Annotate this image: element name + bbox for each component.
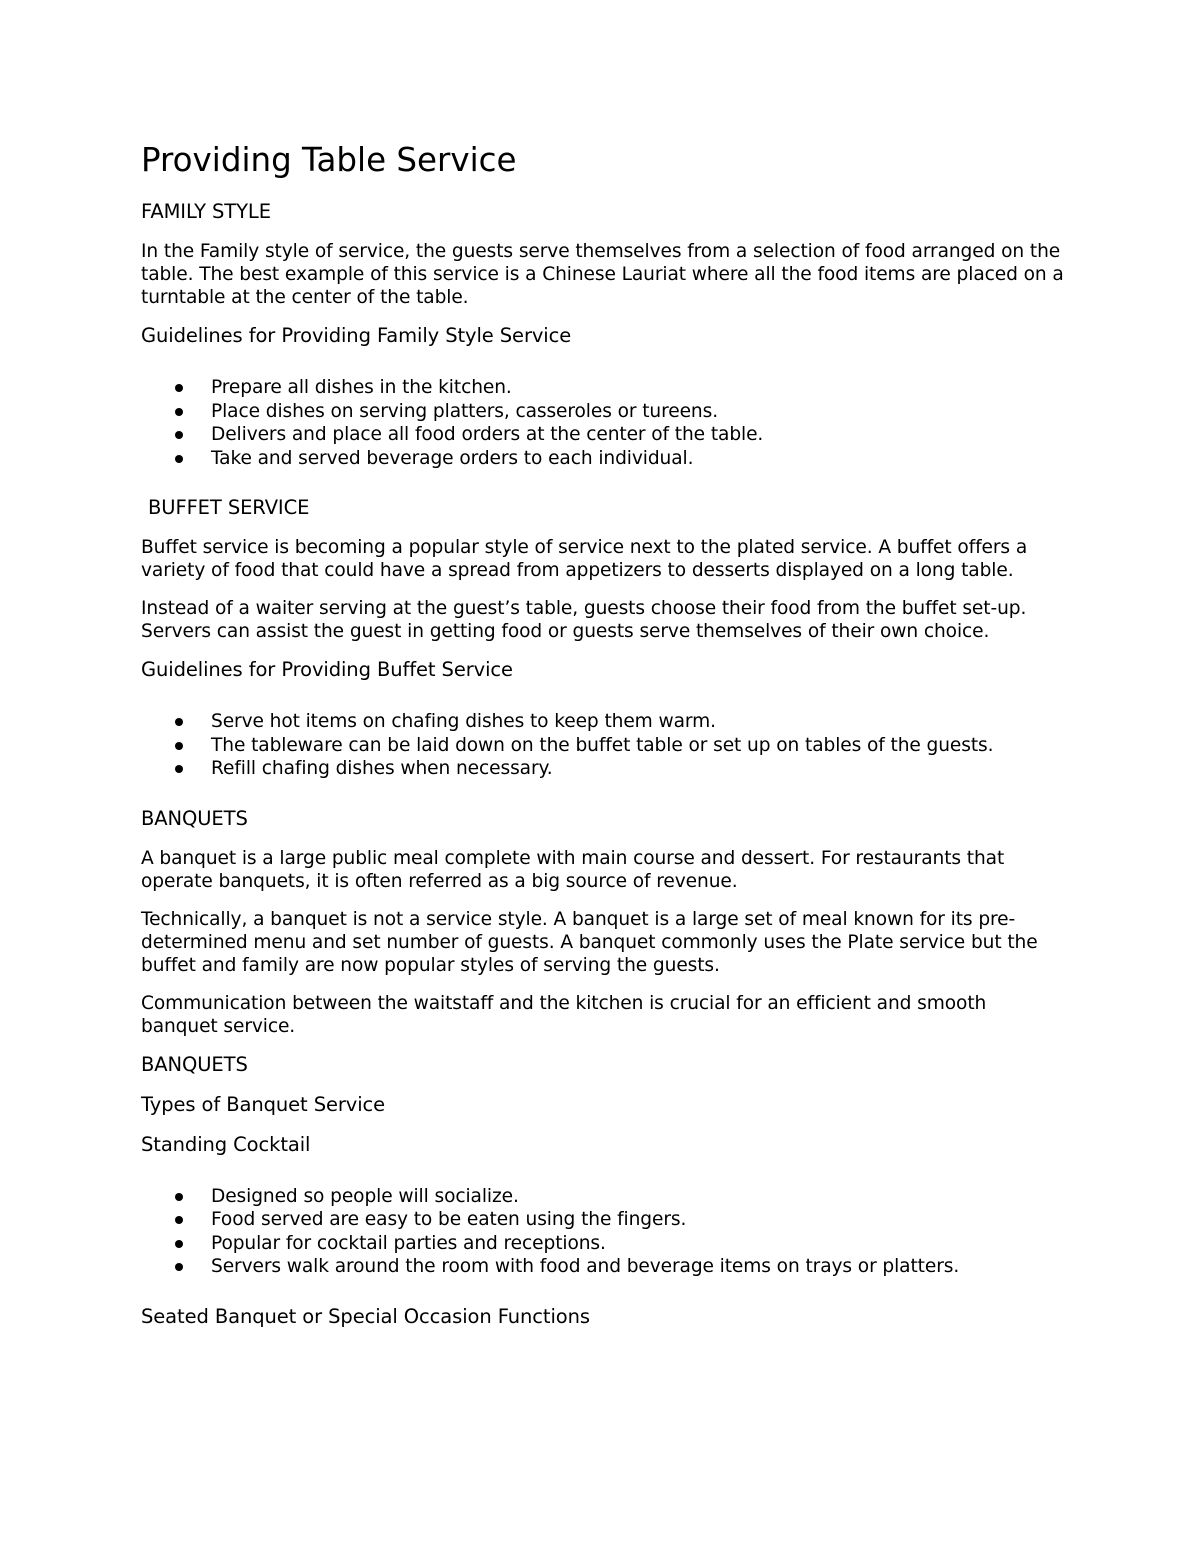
list-item: Prepare all dishes in the kitchen. [141, 376, 1066, 400]
banquets-paragraph-2: Technically, a banquet is not a service style. A banquet is a large set of meal known for its pre-determined menu and set number of guests. A banquet commonly uses the Plate service but the buffet and family are now popular styles of serving the guests. [141, 908, 1038, 976]
list-item: Place dishes on serving platters, casseroles or tureens. [141, 400, 1066, 424]
section-heading-family-style: FAMILY STYLE [141, 200, 271, 223]
types-of-banquet-heading: Types of Banquet Service [141, 1092, 386, 1116]
bullet-icon [175, 455, 183, 463]
bullet-icon [175, 384, 183, 392]
list-item: Popular for cocktail parties and receptions. [141, 1232, 1066, 1256]
banquets-paragraph-1: A banquet is a large public meal complete with main course and dessert. For restaurants that operate banquets, it is often referred as a big source of revenue. [141, 847, 1005, 892]
bullet-icon [175, 718, 183, 726]
page-title: Providing Table Service [141, 141, 517, 179]
list-item: Serve hot items on chafing dishes to keep them warm. [141, 710, 1066, 734]
bullet-icon [175, 765, 183, 773]
bullet-icon [175, 1193, 183, 1201]
bullet-icon [175, 408, 183, 416]
buffet-guidelines-heading: Guidelines for Providing Buffet Service [141, 658, 513, 681]
family-guidelines-heading: Guidelines for Providing Family Style Service [141, 324, 572, 347]
standing-cocktail-heading: Standing Cocktail [141, 1132, 311, 1156]
section-heading-buffet-service: BUFFET SERVICE [148, 496, 310, 519]
document-body [141, 140, 1066, 1345]
list-item: Designed so people will socialize. [141, 1185, 1066, 1209]
list-item: The tableware can be laid down on the buffet table or set up on tables of the guests. [141, 734, 1066, 758]
list-item: Food served are easy to be eaten using the fingers. [141, 1208, 1066, 1232]
banquets-paragraph-3: Communication between the waitstaff and the kitchen is crucial for an efficient and smooth banquet service. [141, 992, 987, 1037]
bullet-icon [175, 742, 183, 750]
list-item: Delivers and place all food orders at the center of the table. [141, 423, 1066, 447]
bullet-icon [175, 1216, 183, 1224]
list-item: Refill chafing dishes when necessary. [141, 757, 1066, 781]
bullet-icon [175, 1263, 183, 1271]
list-item: Servers walk around the room with food and beverage items on trays or platters. [141, 1255, 1066, 1279]
seated-banquet-heading: Seated Banquet or Special Occasion Functions [141, 1304, 590, 1328]
section-heading-banquets-2: BANQUETS [141, 1052, 248, 1076]
bullet-icon [175, 431, 183, 439]
buffet-paragraph-1: Buffet service is becoming a popular style of service next to the plated service. A buffet offers a variety of food that could have a spread from appetizers to desserts displayed on a long table. [141, 537, 1028, 581]
family-style-paragraph: In the Family style of service, the guests serve themselves from a selection of food arranged on the table. The best example of this service is a Chinese Lauriat where all the food items are placed on a turntable at the center of the table. [141, 241, 1064, 308]
family-guidelines-list [141, 376, 1066, 470]
buffet-guidelines-list [141, 710, 1066, 781]
bullet-icon [175, 1240, 183, 1248]
standing-cocktail-list [141, 1185, 1066, 1279]
section-heading-banquets: BANQUETS [141, 806, 248, 830]
buffet-paragraph-2: Instead of a waiter serving at the guest’s table, guests choose their food from the buffet set-up. Servers can assist the guest in getting food or guests serve themselves of their own choice. [141, 598, 1027, 642]
list-item: Take and served beverage orders to each individual. [141, 447, 1066, 471]
